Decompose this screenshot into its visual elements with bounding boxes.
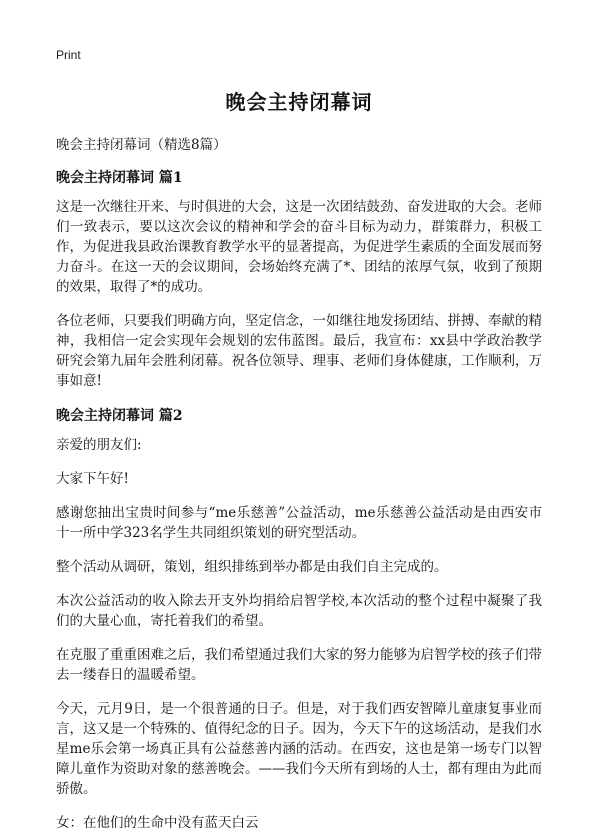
paragraph: 在克服了重重困难之后，我们希望通过我们大家的努力能够为启智学校的孩子们带去一缕春日的温暖希望。	[56, 647, 542, 683]
paragraph: 本次公益活动的收入除去开支外均捐给启智学校,本次活动的整个过程中凝聚了我们的大量心血，寄托着我们的希望。	[56, 593, 542, 629]
paragraph: 大家下午好!	[56, 471, 129, 487]
paragraph: 整个活动从调研，策划，组织排练到举办都是由我们自主完成的。	[56, 559, 448, 575]
print-link[interactable]: Print	[56, 48, 81, 62]
section-1	[56, 167, 542, 391]
paragraph: 各位老师，只要我们明确方向，坚定信念，一如继往地发扬团结、拼搏、奉献的精神，我相信一定会实现年会规划的宏伟蓝图。最后，我宣布：xx县中学政治教学研究会第九届年会胜利闭幕。祝各位领导、理事、老师们身体健康，工作顺利，万事如意!	[56, 313, 542, 389]
section-heading: 晚会主持闭幕词 篇2	[56, 408, 183, 424]
paragraph: 这是一次继往开来、与时俱进的大会，这是一次团结鼓劲、奋发进取的大会。老师们一致表示，要以这次会议的精神和学会的奋斗目标为动力，群策群力，积极工作，为促进我县政治课教育教学水平的显著提高，为促进学生素质的全面发展而努力奋斗。在这一天的会议期间，会场始终充满了*、团结的浓厚气氛，收到了预期的效果，取得了*的成功。	[56, 199, 542, 295]
paragraph: 亲爱的朋友们:	[56, 437, 142, 453]
document-subtitle: 晚会主持闭幕词（精选8篇）	[56, 137, 227, 153]
section-heading: 晚会主持闭幕词 篇1	[56, 170, 183, 186]
paragraph: 女：在他们的生命中没有蓝天白云	[56, 815, 259, 831]
section-2	[56, 405, 542, 833]
paragraph: 今天，元月9日，是一个很普通的日子。但是，对于我们西安智障儿童康复事业而言，这又是一个特殊的、值得纪念的日子。因为，今天下午的这场活动，是我们水星me乐会第一场真正具有公益慈善内涵的活动。在西安，这也是第一场专门以智障儿童作为资助对象的慈善晚会。——我们今天所有到场的人士，都有理由为此而骄傲。	[56, 701, 542, 797]
page-title: 晚会主持闭幕词	[225, 90, 373, 114]
paragraph: 感谢您抽出宝贵时间参与“me乐慈善”公益活动，me乐慈善公益活动是由西安市十一所中学323名学生共同组织策划的研究型活动。	[56, 505, 542, 541]
